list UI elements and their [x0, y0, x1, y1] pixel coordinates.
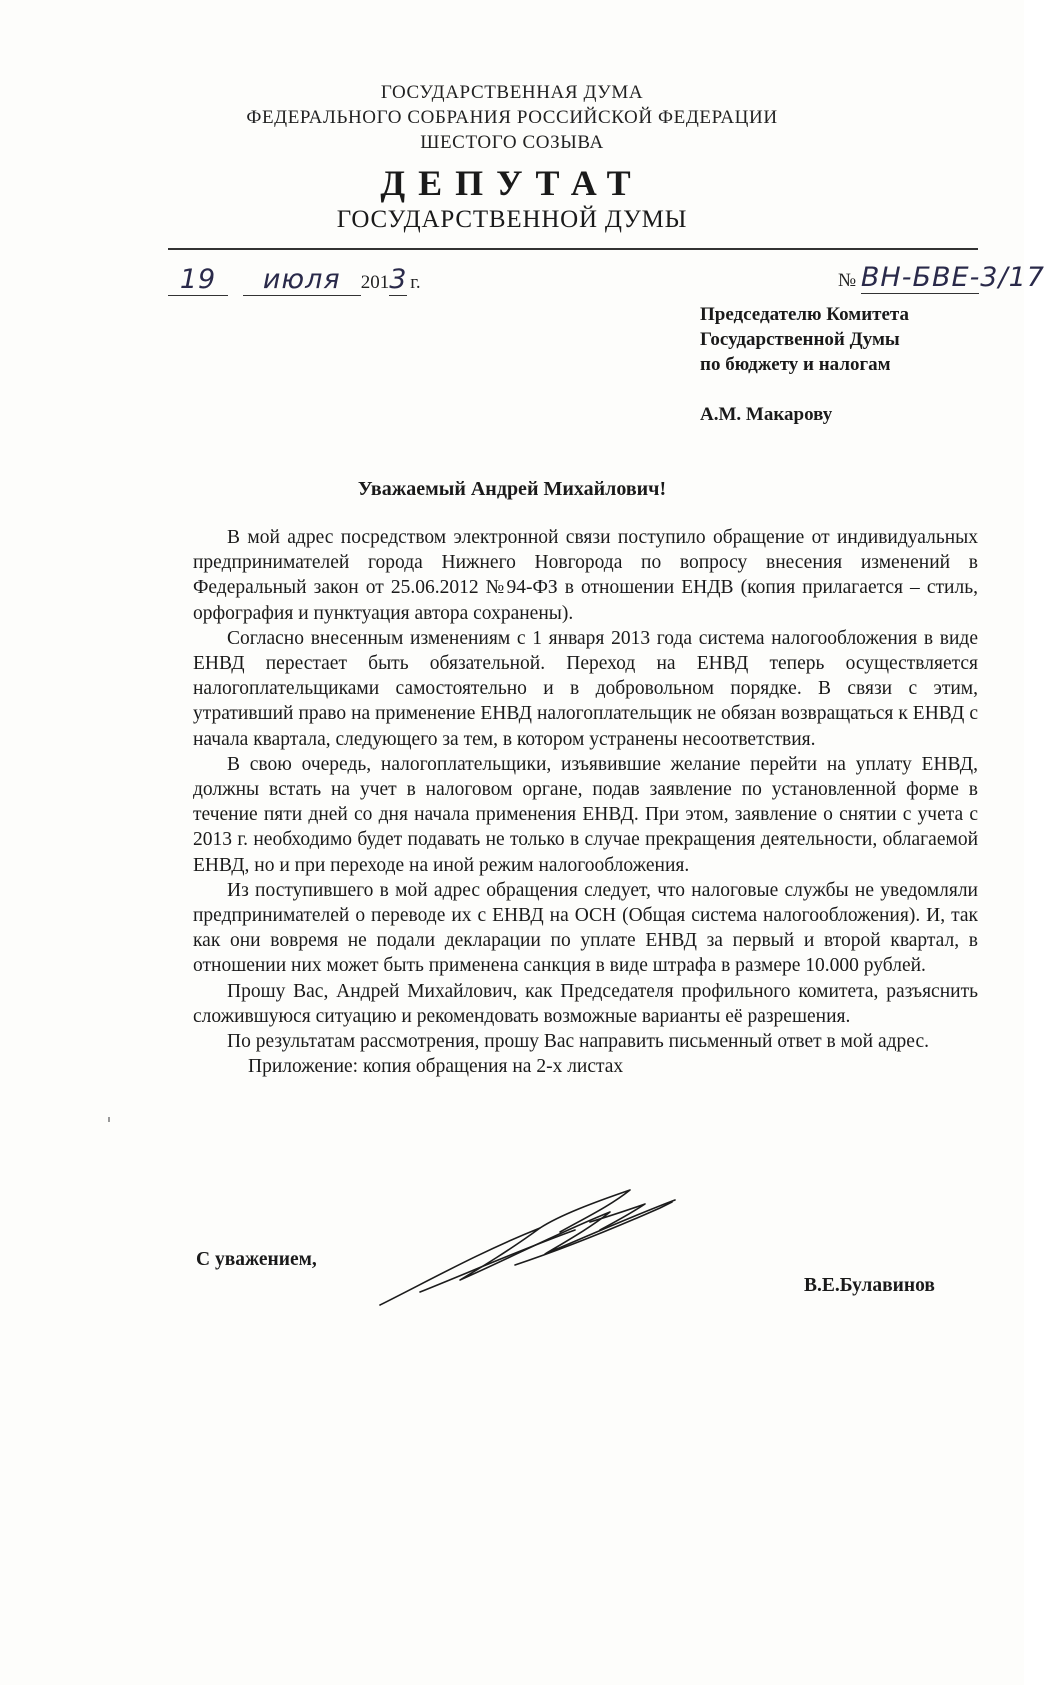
letterhead-line-2: ФЕДЕРАЛЬНОГО СОБРАНИЯ РОССИЙСКОЙ ФЕДЕРАЦИИ	[246, 107, 778, 128]
body-paragraph-6: По результатам рассмотрения, прошу Вас направить письменный ответ в мой адрес.	[227, 1031, 929, 1053]
letterhead-line-3: ШЕСТОГО СОЗЫВА	[420, 132, 604, 153]
addressee-block	[700, 302, 909, 427]
letterhead	[0, 80, 1024, 235]
addressee-line-3: по бюджету и налогам	[700, 354, 891, 375]
letter-date	[168, 264, 421, 296]
date-month: июля	[262, 264, 341, 295]
number-sign: №	[838, 270, 857, 291]
salutation: Уважаемый Андрей Михайлович!	[357, 478, 667, 500]
number-value: ВН-БВЕ-3/17	[860, 262, 1045, 293]
letterhead-deputy-title: ДЕПУТАТ	[380, 163, 644, 203]
body-paragraph-2: Согласно внесенным изменениям с 1 января 2013 года система налогообложения в виде ЕНВД перестает быть обязательной. Переход на ЕНВД теперь осуществляется налогоплательщиками самостоятельно и в добровольном порядке. В связи с этим, утративший право на применение ЕНВД налогоплательщик не обязан возвращаться к ЕНВД с начала квартала, следующего за тем, в котором устранены несоответствия.	[193, 627, 978, 750]
letter-body	[193, 525, 978, 1079]
attachment-note: Приложение: копия обращения на 2-х листах	[248, 1056, 624, 1078]
body-paragraph-5: Прошу Вас, Андрей Михайлович, как Председателя профильного комитета, разъяснить сложившуюся ситуацию и рекомендовать возможные варианты её разрешения.	[193, 980, 978, 1027]
date-month-field	[243, 264, 361, 296]
scan-speck	[108, 1117, 110, 1122]
letterhead-duma-subtitle: ГОСУДАРСТВЕННОЙ ДУМЫ	[336, 206, 688, 233]
closing-phrase: С уважением,	[196, 1249, 317, 1270]
body-paragraph-4: Из поступившего в мой адрес обращения следует, что налоговые службы не уведомляли предпринимателей о переводе их с ЕНВД на ОСН (Общая система налогообложения). И, так как они вовремя не подали декларации по уплате ЕНВД за первый и второй квартал, в отношении них может быть применена санкция в виде штрафа в размере 10.000 рублей.	[193, 879, 978, 977]
addressee-line-2: Государственной Думы	[700, 329, 900, 350]
date-day: 19	[179, 264, 217, 295]
addressee-name: А.М. Макарову	[700, 404, 833, 425]
date-year-prefix: 201	[360, 272, 390, 293]
date-year-suffix: 3	[389, 264, 408, 295]
body-paragraph-3: В свою очередь, налогоплательщики, изъявившие желание перейти на уплату ЕНВД, должны встать на учет в налоговом органе, подав заявление по установленной форме в течение пяти дней со дня начала применения ЕНВД. При этом, заявление о снятии с учета с 2013 г. необходимо будет подавать не только в случае прекращения деятельности, облагаемой ЕНВД, но и при переходе на иной режим налогообложения.	[193, 753, 978, 876]
handwritten-signature	[360, 1180, 690, 1320]
letter-number	[838, 262, 1045, 294]
date-year-field	[389, 264, 408, 296]
body-paragraph-1: В мой адрес посредством электронной связи поступило обращение от индивидуальных предпринимателей города Нижнего Новгорода по вопросу внесения изменений в Федеральный закон от 25.06.2012 №94-ФЗ в отношении ЕНДВ (копия прилагается – стиль, орфография и пунктуация автора сохранены).	[193, 527, 978, 624]
number-field	[860, 262, 1045, 294]
addressee-line-1: Председателю Комитета	[700, 304, 909, 325]
letterhead-divider	[168, 248, 978, 250]
signer-name: В.Е.Булавинов	[804, 1275, 935, 1296]
letterhead-line-1: ГОСУДАРСТВЕННАЯ ДУМА	[380, 82, 644, 103]
date-day-field	[168, 264, 228, 296]
date-year-unit: г.	[410, 272, 421, 293]
